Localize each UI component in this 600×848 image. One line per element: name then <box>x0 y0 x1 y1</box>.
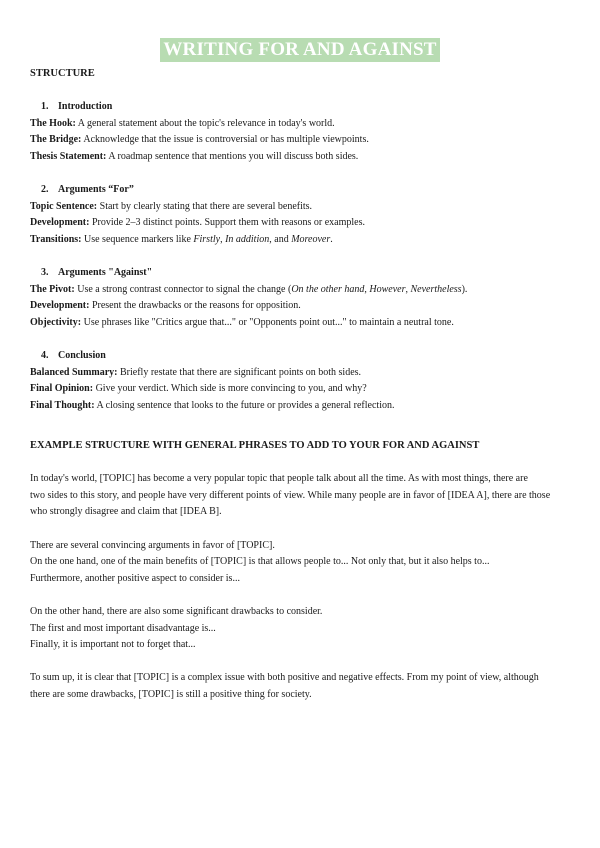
title-area <box>0 38 600 62</box>
intro-hook: The Hook: A general statement about the topic's relevance in today's world. <box>30 117 335 129</box>
conclusion-balanced-summary: Balanced Summary: Briefly restate that there are significant points on both sides. <box>30 366 362 378</box>
example-against-line: On the other hand, there are also some significant drawbacks to consider. <box>30 605 323 617</box>
section-for-heading: 2. Arguments “For” <box>41 184 134 196</box>
conclusion-final-thought: Final Thought: A closing sentence that looks to the future or provides a general reflection. <box>30 399 395 411</box>
structure-heading: STRUCTURE <box>30 68 95 79</box>
document-title: WRITING FOR AND AGAINST <box>160 38 439 62</box>
example-intro-line: two sides to this story, and people have very different points of view. While many people are in favor of [IDEA A], there are those <box>30 489 551 501</box>
section-introduction-heading: 1. Introduction <box>41 101 113 113</box>
example-against-line: Finally, it is important not to forget that... <box>30 639 196 651</box>
for-development: Development: Provide 2–3 distinct points. Support them with reasons or examples. <box>30 217 365 229</box>
example-intro-line: who strongly disagree and claim that [IDEA B]. <box>30 506 222 518</box>
example-for-line: Furthermore, another positive aspect to consider is... <box>30 572 240 584</box>
section-against-heading: 3. Arguments "Against" <box>41 267 153 279</box>
for-topic-sentence: Topic Sentence: Start by clearly stating that there are several benefits. <box>30 200 313 212</box>
example-conclusion-line: there are some drawbacks, [TOPIC] is still a positive thing for society. <box>30 688 312 700</box>
against-objectivity: Objectivity: Use phrases like "Critics argue that..." or "Opponents point out..." to maintain a neutral tone. <box>30 316 454 328</box>
example-for-line: On the one hand, one of the main benefits of [TOPIC] is that allows people to... Not only that, but it also helps to... <box>30 556 490 568</box>
intro-thesis: Thesis Statement: A roadmap sentence that mentions you will discuss both sides. <box>30 150 359 162</box>
section-conclusion-heading: 4. Conclusion <box>41 350 106 362</box>
example-for-line: There are several convincing arguments in favor of [TOPIC]. <box>30 539 275 551</box>
example-conclusion-line: To sum up, it is clear that [TOPIC] is a complex issue with both positive and negative effects. From my point of view, although <box>30 672 539 684</box>
structure-section <box>30 66 575 414</box>
conclusion-final-opinion: Final Opinion: Give your verdict. Which side is more convincing to you, and why? <box>30 383 367 395</box>
example-section <box>30 438 575 704</box>
against-development: Development: Present the drawbacks or the reasons for opposition. <box>30 300 301 312</box>
example-intro-line: In today's world, [TOPIC] has become a very popular topic that people talk about all the time. As with most things, there are <box>30 473 528 485</box>
for-transitions: Transitions: Use sequence markers like Firstly, In addition, and Moreover. <box>30 233 333 245</box>
example-against-line: The first and most important disadvantage is... <box>30 622 216 634</box>
against-pivot: The Pivot: Use a strong contrast connector to signal the change (On the other hand, However, Nevertheless). <box>30 283 468 295</box>
example-heading: EXAMPLE STRUCTURE WITH GENERAL PHRASES TO ADD TO YOUR FOR AND AGAINST <box>30 440 480 451</box>
intro-bridge: The Bridge: Acknowledge that the issue is controversial or has multiple viewpoints. <box>30 134 369 146</box>
